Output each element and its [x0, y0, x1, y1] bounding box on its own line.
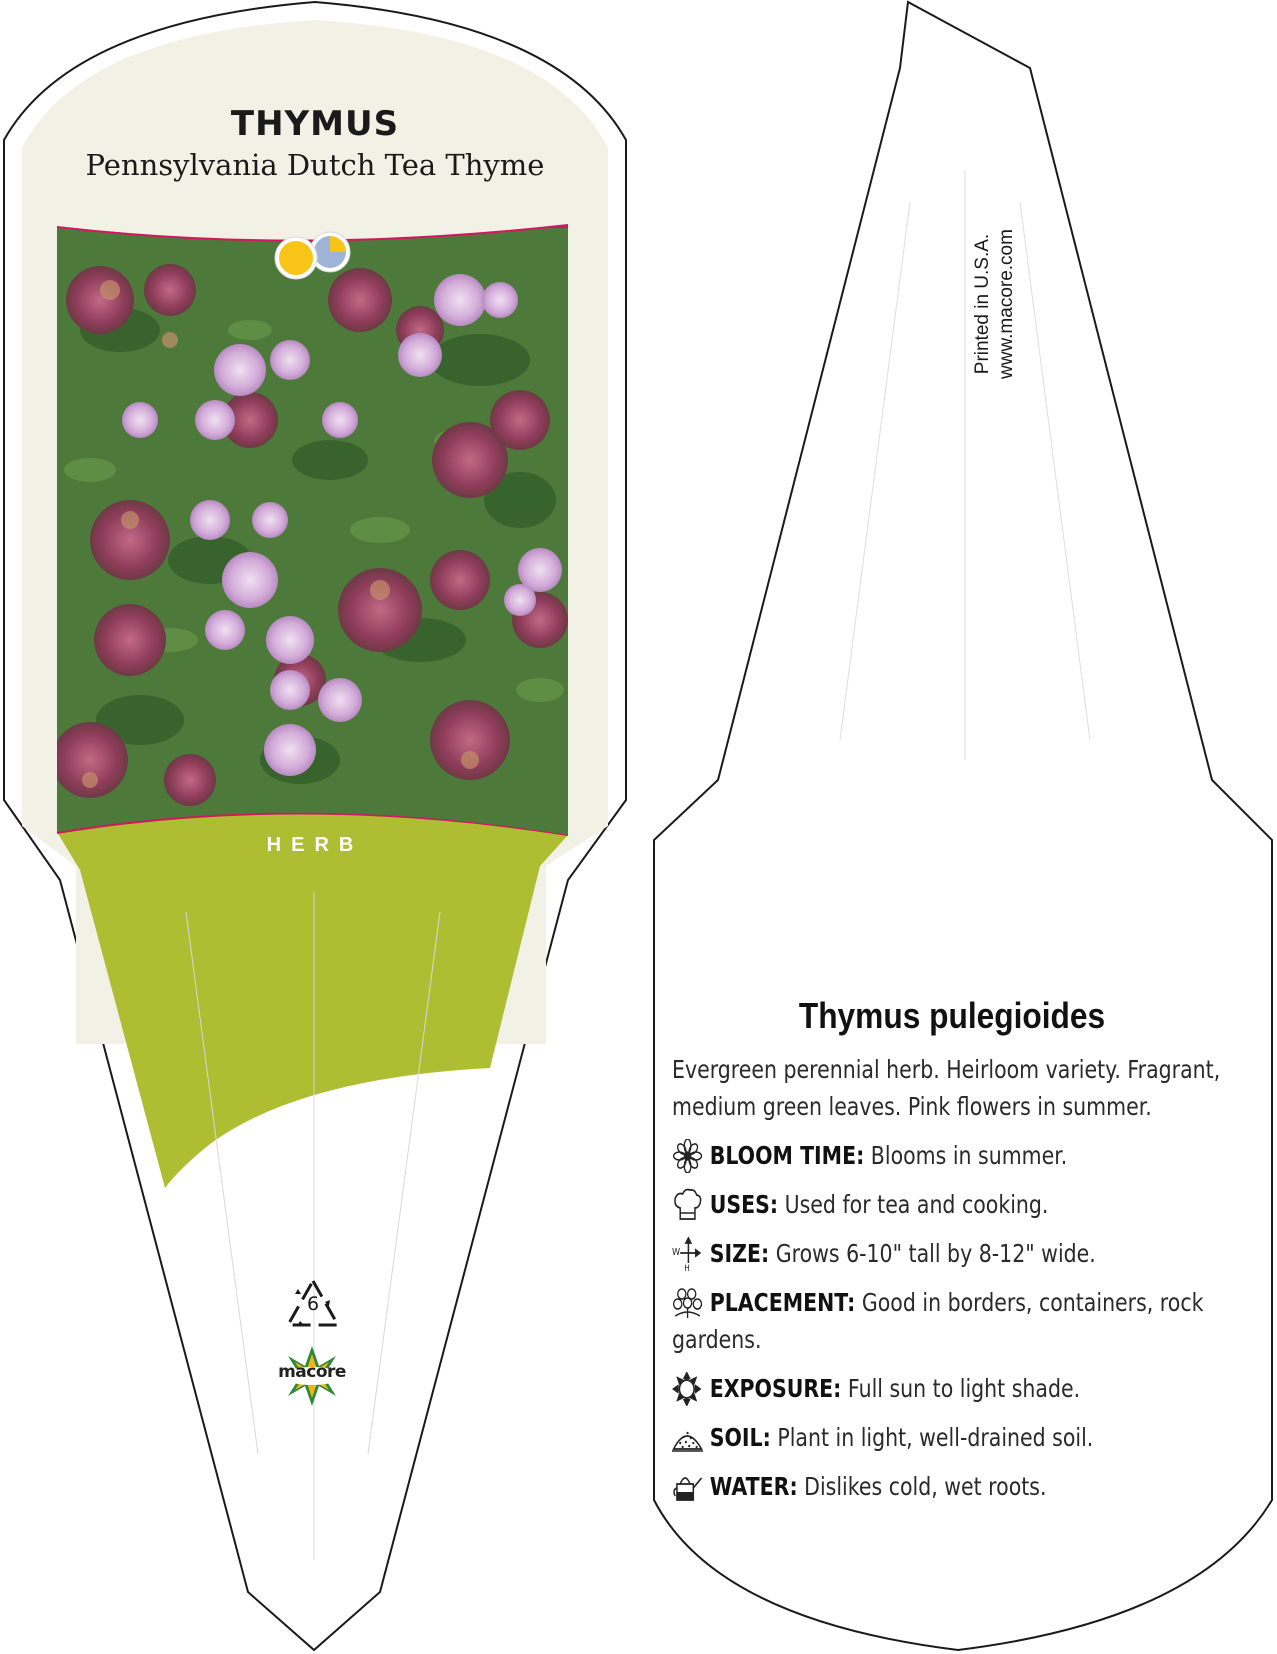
genus-name: THYMUS	[230, 104, 400, 144]
attribute-size	[672, 1235, 1267, 1272]
plant-description: Evergreen perennial herb. Heirloom variety. Fragrant, medium green leaves. Pink flowers in summer.	[672, 1055, 1221, 1121]
svg-text:W: W	[672, 1247, 681, 1259]
plant-photo	[52, 228, 568, 838]
attribute-bloom-time	[672, 1137, 1267, 1174]
plant-placement-icon	[672, 1286, 703, 1320]
attribute-text: Plant in light, well-drained soil.	[777, 1423, 1094, 1452]
attribute-text: Good in borders, containers, rock	[861, 1288, 1204, 1317]
soil-icon	[672, 1421, 703, 1455]
printed-info	[971, 124, 1019, 484]
recycle-code: 6	[306, 1293, 320, 1315]
attribute-text-continued: gardens.	[672, 1325, 762, 1354]
attribute-text: Dislikes cold, wet roots.	[804, 1472, 1047, 1501]
latin-name: Thymus pulegioides	[798, 995, 1106, 1036]
attribute-label: WATER:	[709, 1472, 798, 1501]
printed-in-label: Printed in U.S.A.	[972, 233, 993, 375]
attribute-label: EXPOSURE:	[709, 1374, 842, 1403]
flower-icon	[672, 1139, 703, 1173]
care-info	[672, 995, 1232, 1505]
category-label: HERB	[266, 834, 364, 856]
attribute-label: PLACEMENT:	[709, 1288, 856, 1317]
website-label: www.macore.com	[996, 229, 1017, 379]
attribute-placement	[672, 1284, 1267, 1358]
attribute-label: SIZE:	[709, 1239, 770, 1268]
size-arrows-icon	[672, 1237, 703, 1271]
watering-can-icon	[672, 1470, 703, 1504]
svg-text:H: H	[684, 1262, 690, 1271]
attribute-uses	[672, 1186, 1267, 1223]
attribute-label: USES:	[709, 1190, 779, 1219]
chef-hat-icon	[672, 1188, 703, 1222]
attribute-label: BLOOM TIME:	[709, 1141, 865, 1170]
common-name: Pennsylvania Dutch Tea Thyme	[85, 148, 545, 182]
attribute-water	[672, 1468, 1267, 1505]
attribute-text: Full sun to light shade.	[847, 1374, 1081, 1403]
attribute-label: SOIL:	[709, 1423, 771, 1452]
attribute-exposure	[672, 1370, 1267, 1407]
attribute-text: Grows 6-10" tall by 8-12" wide.	[775, 1239, 1096, 1268]
attribute-soil	[672, 1419, 1267, 1456]
attribute-text: Blooms in summer.	[870, 1141, 1068, 1170]
brand-name: macore	[278, 1362, 346, 1382]
attribute-text: Used for tea and cooking.	[784, 1190, 1049, 1219]
sun-icon	[672, 1372, 703, 1406]
